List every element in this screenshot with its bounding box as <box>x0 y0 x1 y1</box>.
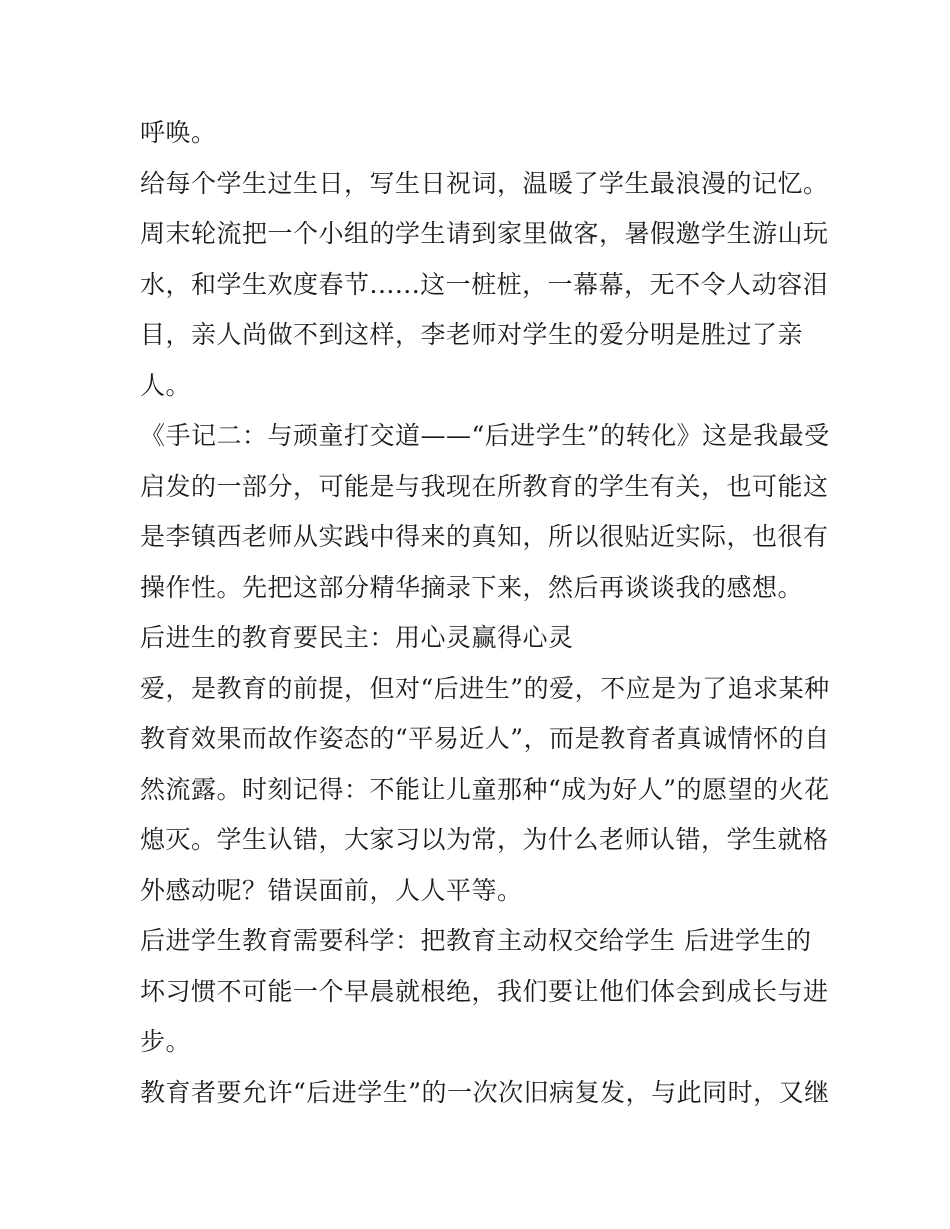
text-line: 周末轮流把一个小组的学生请到家里做客，暑假邀学生游山玩 <box>140 219 829 248</box>
text-line: 给每个学生过生日，写生日祝词，温暖了学生最浪漫的记忆。 <box>140 168 829 198</box>
text-line: 是李镇西老师从实践中得来的真知，所以很贴近实际，也很有 <box>140 522 829 551</box>
text-line: 目，亲人尚做不到这样，李老师对学生的爱分明是胜过了亲 <box>140 320 804 349</box>
section-heading: 后进生的教育要民主：用心灵赢得心灵 <box>140 623 574 652</box>
text-line: 呼唤。 <box>140 118 217 147</box>
text-line: 水，和学生欢度春节......这一桩桩，一幕幕，无不令人动容泪 <box>140 269 829 299</box>
text-line: 熄灭。学生认错，大家习以为常，为什么老师认错，学生就格 <box>140 825 829 854</box>
text-line: 外感动呢？错误面前，人人平等。 <box>140 875 523 905</box>
text-line: 启发的一部分，可能是与我现在所教育的学生有关，也可能这 <box>140 471 829 501</box>
document-body <box>140 108 830 1118</box>
text-line: 坏习惯不可能一个早晨就根绝，我们要让他们体会到成长与进 <box>140 976 829 1006</box>
text-line: 教育者要允许“后进学生”的一次次旧病复发，与此同时，又继 <box>140 1077 830 1107</box>
text-line: 《手记二：与顽童打交道——“后进学生”的转化》这是我最受 <box>140 421 830 450</box>
text-line: 人。 <box>140 370 192 400</box>
text-line: 教育效果而故作姿态的“平易近人”，而是教育者真诚情怀的自 <box>140 724 830 753</box>
text-line: 然流露。时刻记得：不能让儿童那种“成为好人”的愿望的火花 <box>140 774 830 804</box>
text-line: 爱，是教育的前提，但对“后进生”的爱，不应是为了追求某种 <box>140 673 830 703</box>
text-line: 步。 <box>140 1027 192 1056</box>
text-line: 操作性。先把这部分精华摘录下来，然后再谈谈我的感想。 <box>140 572 804 602</box>
section-heading: 后进学生教育需要科学：把教育主动权交给学生 后进学生的 <box>140 926 812 955</box>
